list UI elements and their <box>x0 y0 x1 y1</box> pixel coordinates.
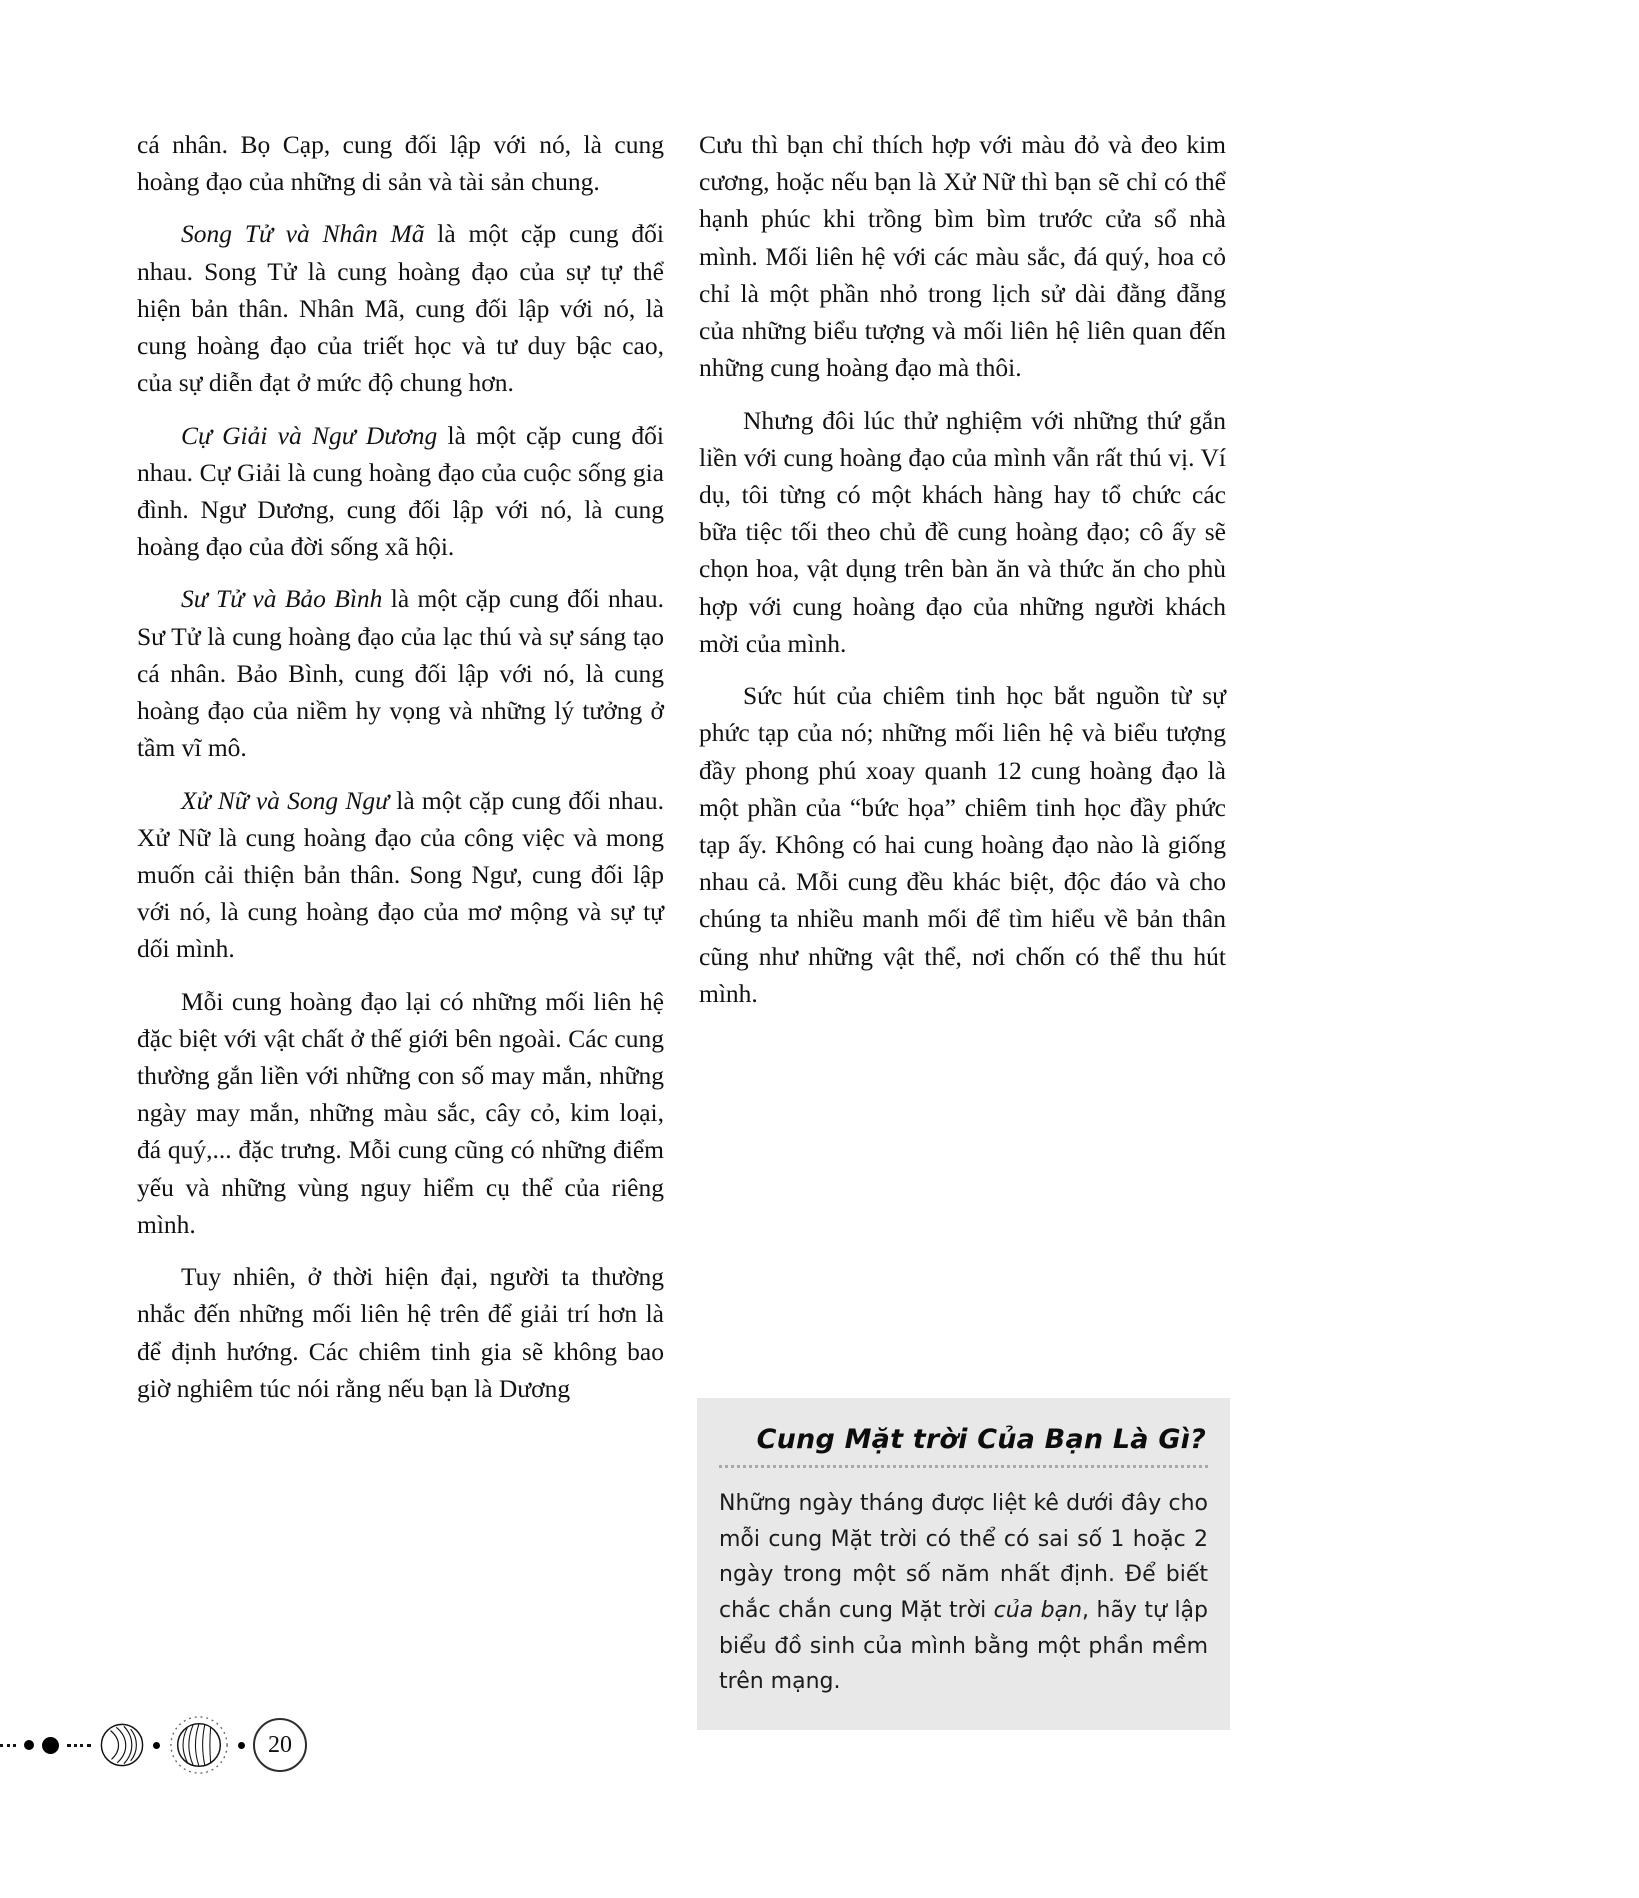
paragraph-modern-era: Tuy nhiên, ở thời hiện đại, người ta thường nhắc đến những mối liên hệ trên để giải trí hơn là để định hướng. Các chiêm tinh gia sẽ không bao giờ nghiêm túc nói rằng nếu bạn là Dương <box>137 1262 664 1403</box>
paragraph-experiment: Nhưng đôi lúc thử nghiệm với những thứ gắn liền với cung hoàng đạo của mình vẫn rất thú vị. Ví dụ, tôi từng có một khách hàng hay tổ chức các bữa tiệc tối theo chủ đề cung hoàng đạo; cô ấy sẽ chọn hoa, vật dụng trên bàn ăn và thức ăn cho phù hợp với cung hoàng đạo của những người khách mời của mình. <box>699 405 1226 658</box>
right-column <box>699 126 1226 1027</box>
zodiac-pair-paragraph-cancer-capricorn <box>137 417 664 566</box>
box-text-italic: của bạn <box>993 1597 1083 1623</box>
sun-sign-box-text <box>719 1486 1208 1700</box>
left-column <box>137 126 664 1422</box>
page-number-badge <box>253 1718 307 1772</box>
striped-planet-icon <box>168 1714 230 1776</box>
moon-sketch-icon <box>99 1722 145 1768</box>
dotted-divider <box>719 1465 1208 1468</box>
zodiac-pair-lead: Sư Tử và Bảo Bình <box>181 584 383 614</box>
paragraph-text: là một cặp cung đối nhau. Sư Tử là cung hoàng đạo của lạc thú và sự sáng tạo cá nhân. Bảo Bình, cung đối lập với nó, là cung hoàng đạo của niềm hy vọng và những lý tưởng ở tầm vĩ mô. <box>137 584 664 763</box>
page-number: 20 <box>268 1731 292 1758</box>
zodiac-pair-lead: Song Tử và Nhân Mã <box>181 219 425 249</box>
paragraph-continuation-aries: Cưu thì bạn chỉ thích hợp với màu đỏ và đeo kim cương, hoặc nếu bạn là Xử Nữ thì bạn sẽ chỉ có thể hạnh phúc khi trồng bìm bìm trước cửa sổ nhà mình. Mối liên hệ với các màu sắc, đá quý, hoa cỏ chỉ là một phần nhỏ trong lịch sử dài đằng đẵng của những biểu tượng và mối liên hệ liên quan đến những cung hoàng đạo mà thôi. <box>699 130 1226 383</box>
dot-ornament <box>238 1742 245 1749</box>
paragraph-associations: Mỗi cung hoàng đạo lại có những mối liên hệ đặc biệt với vật chất ở thế giới bên ngoài. Các cung thường gắn liền với những con số may mắn, những ngày may mắn, những màu sắc, cây cỏ, kim loại, đá quý,... đặc trưng. Mỗi cung cũng có những điểm yếu và những vùng nguy hiểm cụ thể của riêng mình. <box>137 986 664 1239</box>
paragraph-continuation: cá nhân. Bọ Cạp, cung đối lập với nó, là cung hoàng đạo của những di sản và tài sản chung. <box>137 130 664 197</box>
zodiac-pair-lead: Xử Nữ và Song Ngư <box>181 785 390 815</box>
dotted-line <box>0 1744 16 1747</box>
paragraph-text: là một cặp cung đối nhau. Cự Giải là cung hoàng đạo của cuộc sống gia đình. Ngư Dương, cung đối lập với nó, là cung hoàng đạo của đời sống xã hội. <box>137 420 664 562</box>
dot-ornament <box>24 1740 34 1750</box>
sun-sign-box-title: Cung Mặt trời Của Bạn Là Gì? <box>756 1424 1206 1455</box>
zodiac-pair-paragraph-gemini-sagittarius <box>137 215 664 401</box>
paragraph-astrology-appeal: Sức hút của chiêm tinh học bắt nguồn từ sự phức tạp của nó; những mối liên hệ và biểu tượng đầy phong phú xoay quanh 12 cung hoàng đạo là một phần của “bức họa” chiêm tinh học đầy phức tạp ấy. Không có hai cung hoàng đạo nào là giống nhau cả. Mỗi cung đều khác biệt, độc đáo và cho chúng ta nhiều manh mối để tìm hiểu về bản thân cũng như những vật thể, nơi chốn có thể thu hút mình. <box>699 681 1226 1008</box>
zodiac-pair-paragraph-virgo-pisces <box>137 782 664 968</box>
page-footer <box>0 1712 307 1778</box>
sun-sign-box <box>697 1398 1230 1730</box>
zodiac-pair-paragraph-leo-aquarius <box>137 580 664 766</box>
box-text-before: Những ngày tháng được liệt kê dưới đây cho mỗi cung Mặt trời có thể có sai số 1 hoặc 2 ngày trong một số năm nhất định. Để biết chắc chắn cung Mặt trời <box>719 1491 1208 1623</box>
box-text-after: , hãy tự lập biểu đồ sinh của mình bằng một phần mềm trên mạng. <box>719 1597 1208 1695</box>
dotted-line <box>67 1744 91 1747</box>
zodiac-pair-lead: Cự Giải và Ngư Dương <box>181 420 438 450</box>
paragraph-text: là một cặp cung đối nhau. Xử Nữ là cung hoàng đạo của công việc và mong muốn cải thiện bản thân. Song Ngư, cung đối lập với nó, là cung hoàng đạo của mơ mộng và sự tự dối mình. <box>137 785 664 964</box>
dot-ornament <box>153 1742 160 1749</box>
dot-ornament <box>42 1737 59 1754</box>
paragraph-text: là một cặp cung đối nhau. Song Tử là cung hoàng đạo của sự tự thể hiện bản thân. Nhân Mã, cung đối lập với nó, là cung hoàng đạo của triết học và tư duy bậc cao, của sự diễn đạt ở mức độ chung hơn. <box>137 219 664 398</box>
